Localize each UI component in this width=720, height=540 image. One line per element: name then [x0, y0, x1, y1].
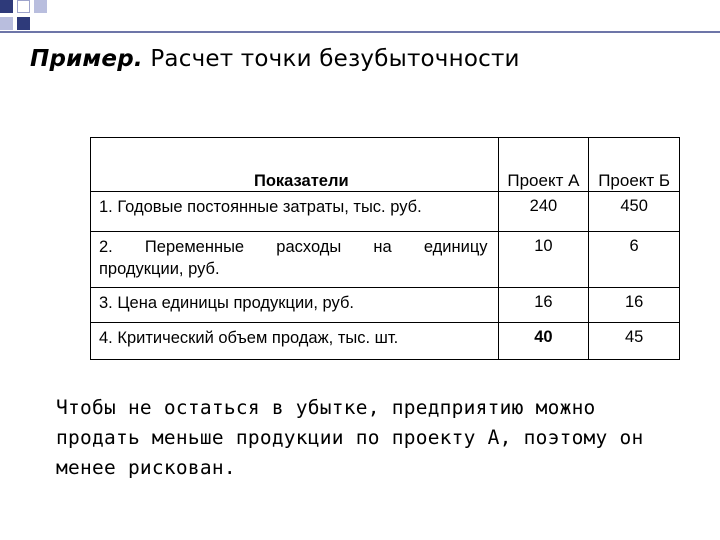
header-project-a: Проект А	[498, 138, 589, 192]
row-value-b: 6	[589, 232, 680, 288]
table-header-row	[91, 138, 680, 192]
slide-title-text: Расчет точки безубыточности	[142, 46, 520, 72]
conclusion-text: Чтобы не остаться в убытке, предприятию можно продать меньше продукции по проекту А, поэтому он менее рискован.	[56, 396, 644, 479]
slide-title	[30, 46, 520, 72]
row-indicator: 4. Критический объем продаж, тыс. шт.	[91, 323, 499, 360]
header-indicators: Показатели	[91, 138, 499, 192]
row-value-a: 10	[498, 232, 589, 288]
table-row	[91, 192, 680, 232]
row-value-b: 45	[589, 323, 680, 360]
header-rule	[0, 31, 720, 33]
breakeven-table	[90, 137, 680, 360]
table-row	[91, 232, 680, 288]
row-value-a: 240	[498, 192, 589, 232]
slide-title-prefix: Пример.	[30, 46, 143, 72]
decor-square-outline	[17, 0, 30, 13]
table-row	[91, 323, 680, 360]
decor-square-light	[34, 0, 47, 13]
row-indicator: 3. Цена единицы продукции, руб.	[91, 288, 499, 323]
decor-square-dark	[0, 0, 13, 13]
decor-square-dark	[17, 17, 30, 30]
row-indicator: 1. Годовые постоянные затраты, тыс. руб.	[91, 192, 499, 232]
row-indicator	[91, 232, 499, 288]
row-value-b: 450	[589, 192, 680, 232]
header-project-b: Проект Б	[589, 138, 680, 192]
table-row	[91, 288, 680, 323]
row-indicator-line2: продукции, руб.	[99, 260, 220, 278]
row-value-a: 40	[498, 323, 589, 360]
row-value-a: 16	[498, 288, 589, 323]
decor-square-light	[0, 17, 13, 30]
row-value-b: 16	[589, 288, 680, 323]
row-indicator-line1: 2. Переменные расходы на единицу	[99, 238, 488, 256]
